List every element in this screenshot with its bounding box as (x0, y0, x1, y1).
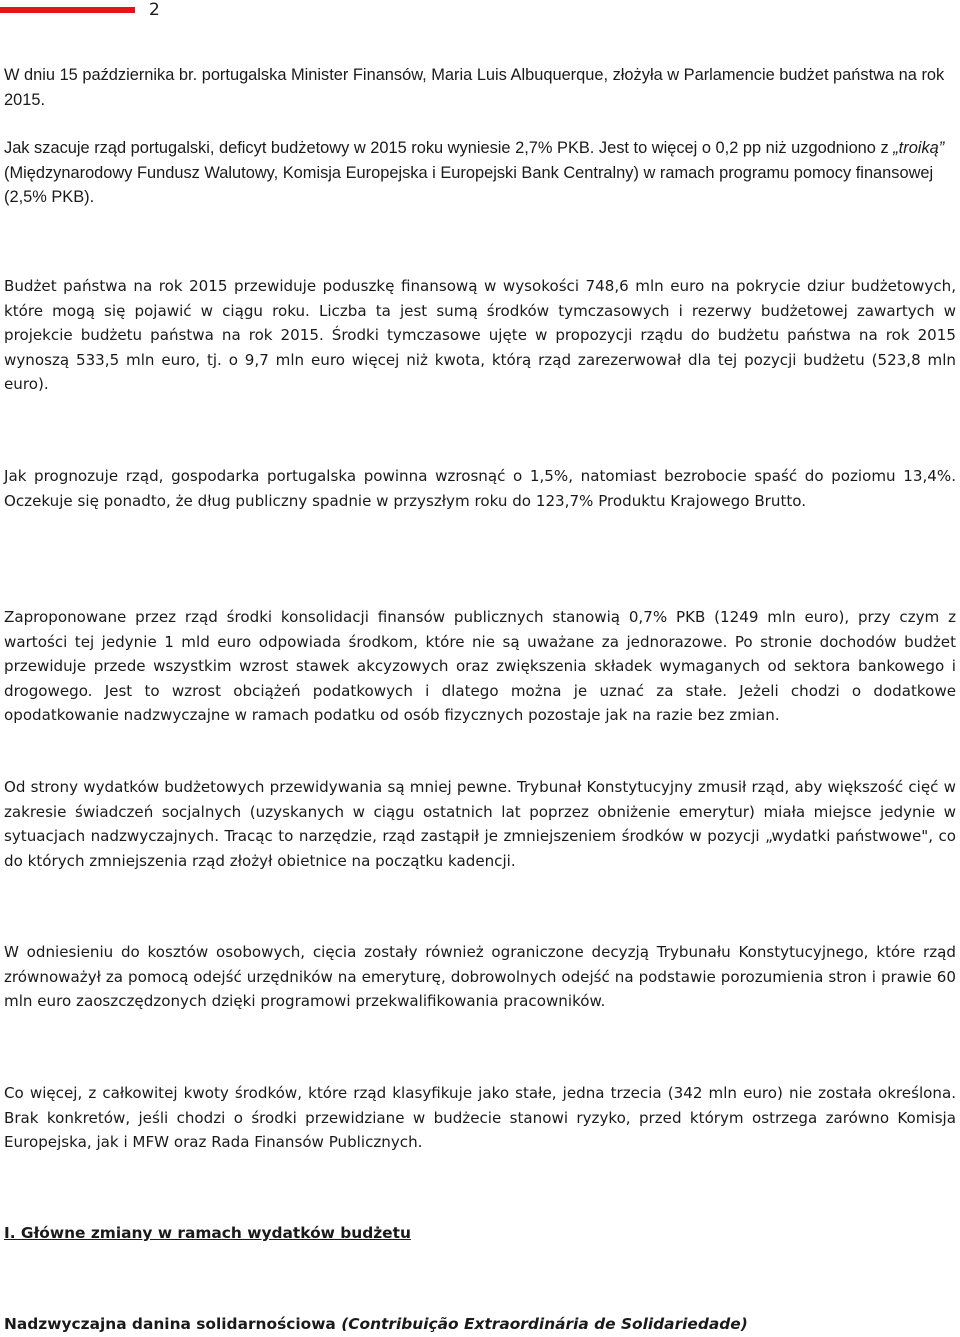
paragraph-expenditure-side: Od strony wydatków budżetowych przewidywania są mniej pewne. Trybunał Konstytucyjny zmusił rząd, aby większość cięć w zakresie świadczeń socjalnych (uzyskanych w ciągu ostatnich lat poprzez obniżenie emerytur) miała miejsce jedynie w sytuacjach nadzwyczajnych. Tracąc to narzędzie, rząd zastąpił je zmniejszeniem środków w pozycji „wydatki państwowe", co do których zmniejszenia rząd złożył obietnice na początku kadencji. (4, 778, 956, 870)
subsection-heading (4, 1313, 956, 1335)
paragraph-unspecified-measures: Co więcej, z całkowitej kwoty środków, które rząd klasyfikuje jako stałe, jedna trzecia (342 mln euro) nie została określona. Brak konkretów, jeśli chodzi o środki przewidziane w budżecie stanowi ryzyko, przed którym ostrzega zarówno Komisja Europejska, jak i MFW oraz Rada Finansów Publicznych. (4, 1084, 956, 1151)
subsection-heading-portuguese: (Contribuição Extraordinária de Solidariedade) (341, 1315, 748, 1333)
paragraph-consolidation-measures: Zaproponowane przez rząd środki konsolidacji finansów publicznych stanowią 0,7% PKB (1249 mln euro), przy czym z wartości tej jedynie 1 mld euro odpowiada środkom, które nie są uważane za jednorazowe. Po stronie dochodów budżet przewiduje przede wszystkim wzrost stawek akcyzowych oraz zwiększenia składek wymaganych od sektora bankowego i drogowego. Jest to wzrost obciążeń podatkowych i dlatego można je uznać za stałe. Jeżeli chodzi o dodatkowe opodatkowanie nadzwyczajne w ramach podatku od osób fizycznych pozostaje jak na razie bez zmian. (4, 608, 956, 724)
page-number: 2 (149, 0, 160, 20)
paragraph-budget-submission: W dniu 15 października br. portugalska Minister Finansów, Maria Luis Albuquerque, złożyła w Parlamencie budżet państwa na rok 2015. (4, 66, 945, 109)
header-accent-bar (0, 7, 135, 13)
paragraph-personnel-costs: W odniesieniu do kosztów osobowych, cięcia zostały również ograniczone decyzją Trybunału Konstytucyjnego, które rząd zrównoważył za pomocą odejść urzędników na emeryturę, dobrowolnych odejść na podstawie porozumienia stron i prawie 60 mln euro zaoszczędzonych dzięki programowi przekwalifikowania pracowników. (4, 943, 956, 1010)
troika-term: „troiką” (893, 139, 945, 157)
paragraph-financial-cushion: Budżet państwa na rok 2015 przewiduje poduszkę finansową w wysokości 748,6 mln euro na pokrycie dziur budżetowych, które mogą się pojawić w ciągu roku. Liczba ta jest sumą środków tymczasowych i rezerwy budżetowej zawartych w projekcie budżetu państwa na rok 2015. Środki tymczasowe ujęte w propozycji rządu do budżetu państwa na rok 2015 wynoszą 533,5 mln euro, tj. o 9,7 mln euro więcej niż kwota, którą rząd zarezerwował dla tej pozycji budżetu (523,8 mln euro). (4, 277, 956, 393)
paragraph-deficit-forecast (4, 136, 956, 210)
paragraph-economic-forecast: Jak prognozuje rząd, gospodarka portugalska powinna wzrosnąć o 1,5%, natomiast bezrobocie spaść do poziomu 13,4%. Oczekuje się ponadto, że dług publiczny spadnie w przyszłym roku do 123,7% Produktu Krajowego Brutto. (4, 467, 956, 510)
subsection-heading-main: Nadzwyczajna danina solidarnościowa (4, 1315, 342, 1333)
paragraph-deficit-text-end: (Międzynarodowy Fundusz Walutowy, Komisja Europejska i Europejski Bank Centralny) w ramach programu pomocy finansowej (2,5% PKB). (4, 163, 934, 206)
section-heading: I. Główne zmiany w ramach wydatków budżetu (4, 1224, 411, 1242)
paragraph-deficit-text-start: Jak szacuje rząd portugalski, deficyt budżetowy w 2015 roku wyniesie 2,7% PKB. Jest to więcej o 0,2 pp niż uzgodniono z (4, 139, 894, 157)
